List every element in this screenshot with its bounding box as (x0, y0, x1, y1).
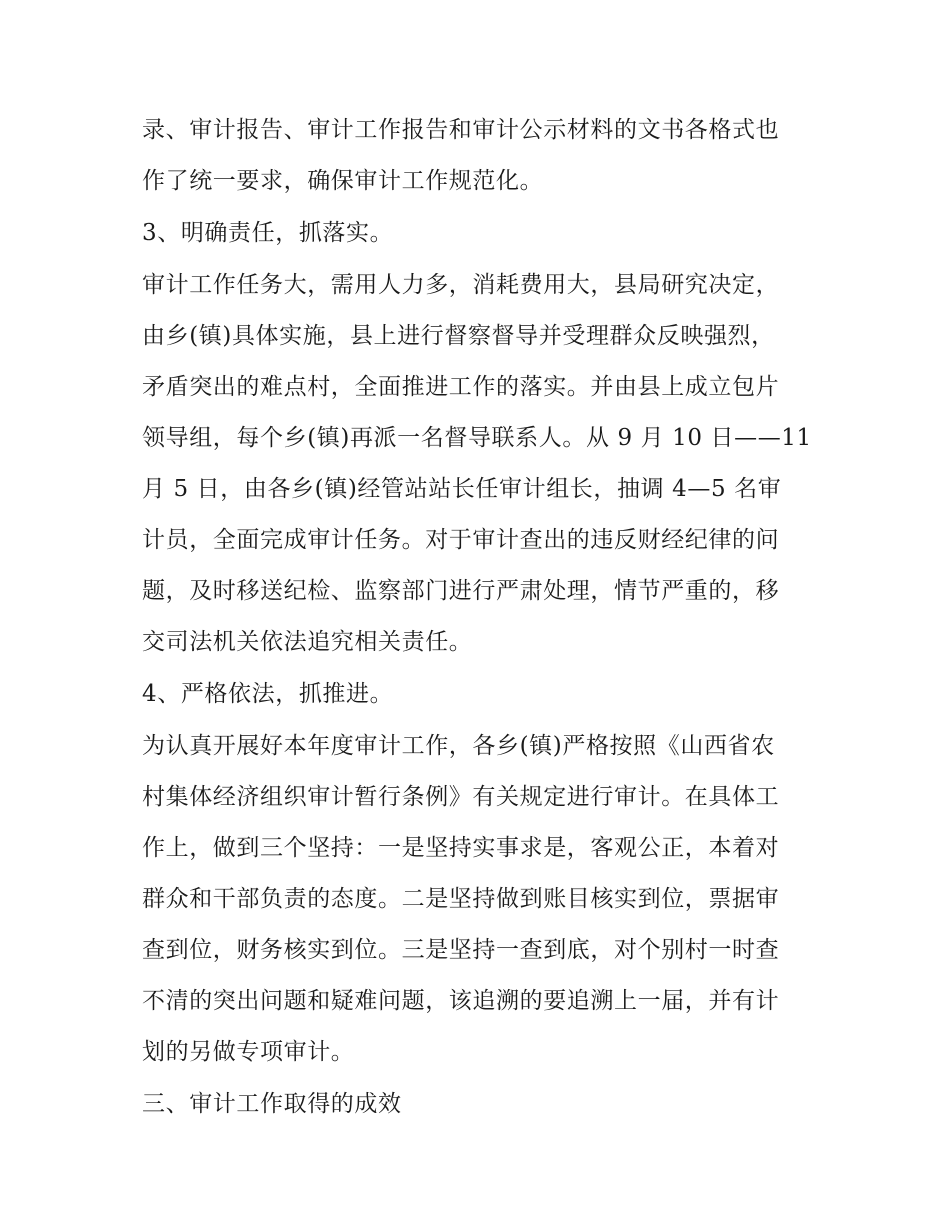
text-line: 交司法机关依法追究相关责任。 (142, 629, 473, 655)
text-line: 为认真开展好本年度审计工作，各乡(镇)严格按照《山西省农 (142, 733, 775, 759)
text-line: 审计工作任务大，需用人力多，消耗费用大，县局研究决定， (142, 272, 780, 298)
section-heading: 4、严格依法，抓推进。 (142, 681, 394, 707)
text-line: 不清的突出问题和疑难问题，该追溯的要追溯上一届，并有计 (142, 988, 780, 1014)
text-line: 作了统一要求，确保审计工作规范化。 (142, 168, 544, 194)
section-heading: 三、审计工作取得的成效 (142, 1091, 402, 1117)
text-line: 由乡(镇)具体实施，县上进行督察督导并受理群众反映强烈， (142, 323, 775, 349)
text-line: 计员，全面完成审计任务。对于审计查出的违反财经纪律的问 (142, 527, 780, 553)
text-line: 领导组，每个乡(镇)再派一名督导联系人。从 9 月 10 日——11 (142, 425, 812, 451)
text-line: 查到位，财务核实到位。三是坚持一查到底，对个别村一时查 (142, 937, 780, 963)
text-line: 矛盾突出的难点村，全面推进工作的落实。并由县上成立包片 (142, 374, 780, 400)
text-line: 题，及时移送纪检、监察部门进行严肃处理，情节严重的，移 (142, 578, 780, 604)
text-line: 划的另做专项审计。 (142, 1039, 355, 1065)
text-line: 群众和干部负责的态度。二是坚持做到账目核实到位，票据审 (142, 886, 780, 912)
text-line: 村集体经济组织审计暂行条例》有关规定进行审计。在具体工 (142, 784, 780, 810)
text-line: 录、审计报告、审计工作报告和审计公示材料的文书各格式也 (142, 117, 780, 143)
text-line: 月 5 日，由各乡(镇)经管站站长任审计组长，抽调 4—5 名审 (142, 476, 782, 502)
text-line: 作上，做到三个坚持：一是坚持实事求是，客观公正，本着对 (142, 835, 780, 861)
document-body (142, 105, 822, 1131)
section-heading: 3、明确责任，抓落实。 (142, 220, 394, 246)
